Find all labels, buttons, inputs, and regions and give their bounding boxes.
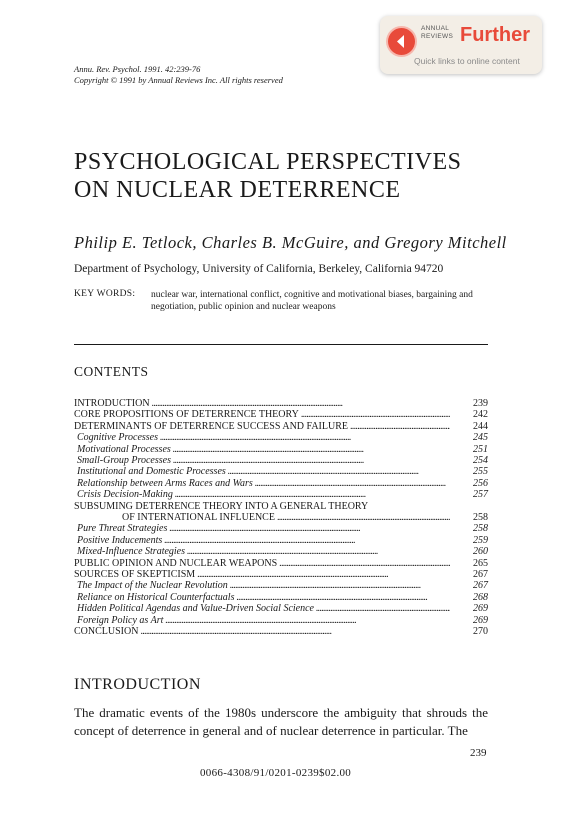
badge-reviews-label: REVIEWS bbox=[421, 33, 454, 40]
price-code: 0066-4308/91/0201-0239$02.00 bbox=[200, 767, 352, 779]
toc-entry-page: 265 bbox=[473, 557, 488, 569]
citation-line-2: Copyright © 1991 by Annual Reviews Inc. All rights reserved bbox=[74, 75, 283, 85]
keywords-label: KEY WORDS: bbox=[74, 289, 136, 299]
toc-entry-page: 245 bbox=[473, 432, 488, 444]
toc-entry[interactable] bbox=[74, 444, 488, 455]
toc-entry-page: 244 bbox=[473, 420, 488, 432]
divider bbox=[74, 344, 488, 345]
toc-leader-dots bbox=[197, 569, 450, 580]
toc-entry-page: 268 bbox=[473, 591, 488, 603]
toc-entry-label: OF INTERNATIONAL INFLUENCE bbox=[122, 512, 275, 523]
toc-entry[interactable] bbox=[74, 512, 488, 523]
toc-entry[interactable] bbox=[74, 455, 488, 466]
contents-heading: CONTENTS bbox=[74, 364, 149, 379]
toc-leader-dots bbox=[165, 615, 450, 626]
toc-entry-page: 251 bbox=[473, 443, 488, 455]
introduction-body: The dramatic events of the 1980s underscore the ambiguity that shrouds the concept of deterrence in general and of nuclear deterrence in particular. The bbox=[74, 705, 488, 738]
toc-leader-dots bbox=[350, 421, 450, 432]
toc-entry-page: 258 bbox=[473, 523, 488, 535]
toc-entry-label: Hidden Political Agendas and Value-Driven Social Science bbox=[77, 603, 314, 615]
toc-entry-label: INTRODUCTION bbox=[74, 398, 150, 409]
toc-leader-dots bbox=[255, 478, 450, 489]
toc-entry-page: 267 bbox=[473, 569, 488, 580]
toc-leader-dots bbox=[173, 455, 450, 466]
toc-entry-label: Motivational Processes bbox=[77, 443, 171, 455]
introduction-heading: INTRODUCTION bbox=[74, 676, 201, 693]
page-number: 239 bbox=[470, 747, 487, 759]
affiliation: Department of Psychology, University of California, Berkeley, California 94720 bbox=[74, 263, 444, 275]
toc-entry-page: 267 bbox=[473, 580, 488, 592]
toc-entry[interactable] bbox=[74, 580, 488, 591]
toc-entry-label: SUBSUMING DETERRENCE THEORY INTO A GENERAL THEORY bbox=[74, 500, 369, 512]
toc-entry-page: 260 bbox=[473, 546, 488, 558]
toc-leader-dots bbox=[316, 603, 450, 614]
toc-entry-label: PUBLIC OPINION AND NUCLEAR WEAPONS bbox=[74, 557, 278, 569]
toc-leader-dots bbox=[175, 489, 450, 500]
toc-leader-dots bbox=[160, 432, 450, 443]
toc-entry-label: Institutional and Domestic Processes bbox=[77, 466, 226, 478]
toc-entry-label: CORE PROPOSITIONS OF DETERRENCE THEORY bbox=[74, 409, 299, 421]
toc-entry[interactable] bbox=[74, 615, 488, 626]
toc-entry-label: Crisis Decision-Making bbox=[77, 489, 173, 501]
toc-entry[interactable] bbox=[74, 558, 488, 569]
toc-entry[interactable] bbox=[74, 501, 488, 512]
article-title-line-1: PSYCHOLOGICAL PERSPECTIVES bbox=[74, 149, 462, 175]
toc-entry[interactable] bbox=[74, 489, 488, 500]
toc-entry-label: Small-Group Processes bbox=[77, 455, 171, 466]
toc-entry-page: 258 bbox=[473, 512, 488, 523]
toc-entry[interactable] bbox=[74, 626, 488, 637]
toc-entry-label: Mixed-Influence Strategies bbox=[77, 546, 186, 558]
toc-entry-page: 259 bbox=[473, 534, 488, 546]
toc-entry[interactable] bbox=[74, 546, 488, 557]
toc-entry-label: Positive Inducements bbox=[77, 534, 163, 546]
toc-entry-label: The Impact of the Nuclear Revolution bbox=[77, 580, 228, 592]
toc-leader-dots bbox=[301, 409, 450, 420]
toc-entry[interactable] bbox=[74, 421, 488, 432]
toc-leader-dots bbox=[228, 466, 450, 477]
toc-entry-page: 239 bbox=[473, 398, 488, 409]
toc-entry[interactable] bbox=[74, 523, 488, 534]
article-title-line-2: ON NUCLEAR DETERRENCE bbox=[74, 177, 401, 203]
toc-leader-dots bbox=[279, 558, 450, 569]
toc-entry-label: Reliance on Historical Counterfactuals bbox=[77, 591, 235, 603]
play-icon bbox=[388, 28, 415, 55]
toc-entry-page: 255 bbox=[473, 466, 488, 478]
toc-entry[interactable] bbox=[74, 398, 488, 409]
toc-entry-page: 257 bbox=[473, 489, 488, 501]
keywords-text: nuclear war, international conflict, cognitive and motivational biases, bargaining and negotiation, public opinion and nuclear weapons bbox=[151, 290, 473, 312]
toc-entry[interactable] bbox=[74, 592, 488, 603]
toc-leader-dots bbox=[164, 535, 450, 546]
toc-entry-page: 254 bbox=[473, 455, 488, 466]
toc-entry-page: 256 bbox=[473, 477, 488, 489]
toc-entry-page: 269 bbox=[473, 603, 488, 615]
toc-leader-dots bbox=[140, 626, 450, 637]
citation-line-1: Annu. Rev. Psychol. 1991. 42:239-76 bbox=[74, 64, 201, 74]
toc-entry[interactable] bbox=[74, 535, 488, 546]
toc-entry-label: DETERMINANTS OF DETERRENCE SUCCESS AND FAILURE bbox=[74, 420, 348, 432]
toc-entry[interactable] bbox=[74, 478, 488, 489]
toc-leader-dots bbox=[236, 592, 450, 603]
toc-entry-label: Foreign Policy as Art bbox=[77, 614, 164, 626]
authors: Philip E. Tetlock, Charles B. McGuire, and Gregory Mitchell bbox=[74, 233, 507, 252]
toc-leader-dots bbox=[187, 546, 450, 557]
toc-entry-page: 269 bbox=[473, 614, 488, 626]
badge-further-label: Further bbox=[460, 24, 530, 46]
toc-entry-label: Relationship between Arms Races and Wars bbox=[77, 477, 253, 489]
toc-entry-page: 270 bbox=[473, 626, 488, 637]
toc-entry[interactable] bbox=[74, 432, 488, 443]
toc-leader-dots bbox=[277, 512, 450, 523]
badge-subtitle: Quick links to online content bbox=[414, 56, 520, 66]
toc-entry[interactable] bbox=[74, 466, 488, 477]
toc-leader-dots bbox=[169, 523, 450, 534]
toc-entry-label: SOURCES OF SKEPTICISM bbox=[74, 569, 196, 580]
toc-entry-page: 242 bbox=[473, 409, 488, 421]
toc-leader-dots bbox=[173, 444, 450, 455]
toc-entry[interactable] bbox=[74, 603, 488, 614]
toc-entry[interactable] bbox=[74, 409, 488, 420]
toc-leader-dots bbox=[230, 580, 450, 591]
badge-annual-label: ANNUAL bbox=[421, 25, 450, 32]
toc-entry-label: CONCLUSION bbox=[74, 626, 139, 637]
toc-entry-label: Cognitive Processes bbox=[77, 432, 159, 444]
toc-entry[interactable] bbox=[74, 569, 488, 580]
toc-entry-label: Pure Threat Strategies bbox=[77, 523, 168, 535]
annual-reviews-further-badge[interactable] bbox=[380, 16, 542, 74]
toc-leader-dots bbox=[152, 398, 450, 409]
